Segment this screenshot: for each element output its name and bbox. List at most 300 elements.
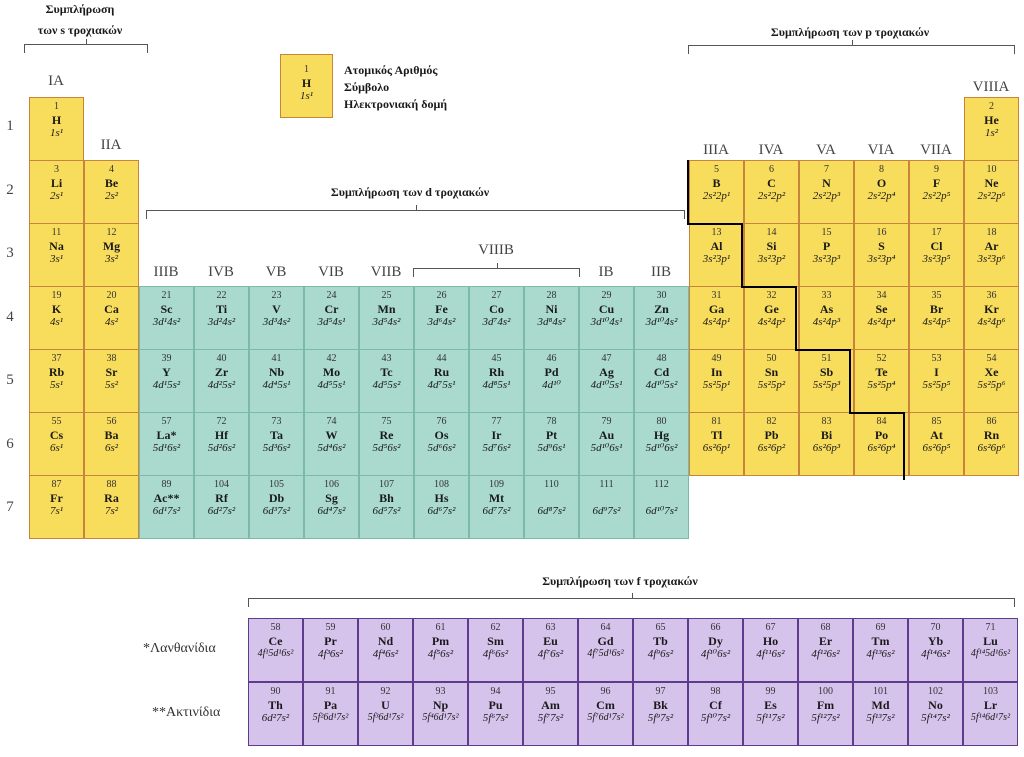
element-symbol: Pu bbox=[488, 698, 503, 712]
element-symbol: Mg bbox=[102, 239, 121, 253]
f-element-cell bbox=[578, 618, 633, 682]
element-number: 13 bbox=[711, 227, 722, 238]
element-config: 4d⁸5s¹ bbox=[482, 379, 511, 391]
element-number: 96 bbox=[600, 686, 611, 697]
element-config: 4d¹⁰ bbox=[542, 379, 561, 391]
element-symbol: Rb bbox=[48, 365, 65, 379]
element-symbol: Cs bbox=[49, 428, 64, 442]
group-label-vib: VIB bbox=[318, 264, 344, 280]
element-symbol: Gd bbox=[597, 634, 614, 648]
element-number: 112 bbox=[654, 479, 669, 490]
element-config: 4s¹ bbox=[49, 316, 64, 328]
element-symbol: Br bbox=[929, 302, 944, 316]
element-number: 111 bbox=[599, 479, 614, 490]
element-config: 6s² bbox=[104, 442, 119, 454]
element-number: 42 bbox=[326, 353, 337, 364]
element-config: 4s²4p⁶ bbox=[977, 316, 1006, 328]
element-symbol: Nb bbox=[268, 365, 285, 379]
element-number: 90 bbox=[270, 686, 281, 697]
element-symbol: O bbox=[876, 176, 887, 190]
element-symbol: At bbox=[930, 428, 943, 442]
element-number: 34 bbox=[876, 290, 887, 301]
element-config: 3s²3p³ bbox=[812, 253, 841, 265]
element-symbol: Ac** bbox=[153, 491, 180, 505]
element-config: 7s² bbox=[104, 505, 119, 517]
element-symbol: B bbox=[712, 176, 721, 190]
group-label-va: VA bbox=[816, 142, 836, 158]
element-config: 4d⁵5s² bbox=[372, 379, 401, 391]
element-symbol: Yb bbox=[927, 634, 944, 648]
element-number: 41 bbox=[271, 353, 282, 364]
element-symbol: Pa bbox=[323, 698, 338, 712]
element-number: 24 bbox=[326, 290, 337, 301]
element-config: 6s²6p⁴ bbox=[867, 442, 896, 454]
element-number: 32 bbox=[766, 290, 777, 301]
element-config: 4s²4p¹ bbox=[702, 316, 731, 328]
element-number: 74 bbox=[326, 416, 337, 427]
element-symbol: Ar bbox=[984, 239, 999, 253]
element-number: 73 bbox=[271, 416, 282, 427]
element-number: 95 bbox=[545, 686, 556, 697]
f-element-cell bbox=[853, 682, 908, 746]
element-number: 77 bbox=[491, 416, 502, 427]
element-symbol: Os bbox=[434, 428, 449, 442]
element-config: 2s¹ bbox=[49, 190, 64, 202]
metalloid-staircase bbox=[795, 349, 850, 351]
element-number: 49 bbox=[711, 353, 722, 364]
element-config: 3s²3p⁵ bbox=[922, 253, 951, 265]
element-config: 3d¹4s² bbox=[152, 316, 181, 328]
element-number: 75 bbox=[381, 416, 392, 427]
element-symbol: Al bbox=[710, 239, 723, 253]
f-element-cell bbox=[908, 618, 963, 682]
f-element-cell bbox=[633, 682, 688, 746]
element-symbol: Hg bbox=[653, 428, 670, 442]
element-config: 6s²6p⁶ bbox=[977, 442, 1006, 454]
element-number: 71 bbox=[985, 622, 996, 633]
element-config: 5d¹⁰6s¹ bbox=[590, 442, 623, 454]
f-element-cell bbox=[743, 682, 798, 746]
element-symbol: Fm bbox=[816, 698, 835, 712]
f-element-cell bbox=[523, 682, 578, 746]
element-config: 4d¹⁰5s² bbox=[645, 379, 678, 391]
element-number: 7 bbox=[824, 164, 829, 175]
element-number: 89 bbox=[161, 479, 172, 490]
group-label-viiib: VIIIB bbox=[478, 242, 514, 258]
f-element-cell bbox=[523, 618, 578, 682]
element-config: 4d⁷5s¹ bbox=[427, 379, 456, 391]
element-number: 53 bbox=[931, 353, 942, 364]
element-number: 5 bbox=[714, 164, 719, 175]
element-symbol: Ru bbox=[433, 365, 450, 379]
element-config: 3d⁵4s² bbox=[372, 316, 401, 328]
element-number: 94 bbox=[490, 686, 501, 697]
element-config: 3d³4s² bbox=[262, 316, 291, 328]
element-symbol: Ti bbox=[215, 302, 228, 316]
element-number: 17 bbox=[931, 227, 942, 238]
element-number: 15 bbox=[821, 227, 832, 238]
element-symbol: Tb bbox=[653, 634, 668, 648]
element-number: 63 bbox=[545, 622, 556, 633]
element-number: 92 bbox=[380, 686, 391, 697]
element-config: 1s¹ bbox=[49, 127, 64, 139]
s-fill-header-line1: Συμπλήρωση bbox=[45, 2, 115, 16]
element-symbol: Es bbox=[764, 698, 777, 712]
element-number: 16 bbox=[876, 227, 887, 238]
element-symbol: Sn bbox=[764, 365, 779, 379]
element-config: 5d¹6s² bbox=[152, 442, 181, 454]
f-element-cell bbox=[358, 618, 413, 682]
element-symbol: Sr bbox=[105, 365, 118, 379]
element-number: 48 bbox=[656, 353, 667, 364]
element-config: 5d³6s² bbox=[262, 442, 291, 454]
element-symbol: Pt bbox=[545, 428, 558, 442]
element-config: 2s²2p² bbox=[757, 190, 786, 202]
element-config: 5f¹²7s² bbox=[811, 712, 840, 724]
element-symbol: Pb bbox=[764, 428, 779, 442]
element-config: 5f¹³7s² bbox=[866, 712, 895, 724]
f-element-cell bbox=[303, 618, 358, 682]
element-number: 97 bbox=[655, 686, 666, 697]
element-symbol: Pd bbox=[544, 365, 559, 379]
element-config: 4d¹5s² bbox=[152, 379, 181, 391]
element-config: 5s²5p¹ bbox=[702, 379, 731, 391]
element-config: 4f¹²6s² bbox=[811, 648, 840, 660]
element-config: 3d¹⁰4s¹ bbox=[590, 316, 623, 328]
group-label-viiia: VIIIA bbox=[972, 79, 1010, 95]
element-number: 1 bbox=[54, 101, 59, 112]
group-label-iiib: IIIB bbox=[153, 264, 179, 280]
element-number: 105 bbox=[269, 479, 284, 490]
element-number: 76 bbox=[436, 416, 447, 427]
element-number: 66 bbox=[710, 622, 721, 633]
element-number: 88 bbox=[106, 479, 117, 490]
element-symbol: Np bbox=[432, 698, 449, 712]
element-config: 2s² bbox=[104, 190, 119, 202]
element-symbol: W bbox=[325, 428, 338, 442]
element-symbol: Mo bbox=[322, 365, 341, 379]
element-config: 6d⁷7s² bbox=[482, 505, 511, 517]
element-number: 45 bbox=[491, 353, 502, 364]
element-number: 12 bbox=[106, 227, 117, 238]
element-symbol: Ne bbox=[984, 176, 999, 190]
element-config: 2s²2p⁵ bbox=[922, 190, 951, 202]
group-label-iiia: IIIA bbox=[703, 142, 729, 158]
element-symbol: Re bbox=[379, 428, 394, 442]
element-number: 100 bbox=[818, 686, 833, 697]
element-symbol: Dy bbox=[708, 634, 723, 648]
element-symbol: Cd bbox=[653, 365, 670, 379]
element-symbol: Li bbox=[50, 176, 63, 190]
element-symbol: Ca bbox=[104, 302, 119, 316]
metalloid-staircase bbox=[687, 223, 742, 225]
element-number: 14 bbox=[766, 227, 777, 238]
element-symbol: Rn bbox=[983, 428, 1000, 442]
element-number: 58 bbox=[270, 622, 281, 633]
element-config: 5s²5p³ bbox=[812, 379, 841, 391]
element-config: 6s²6p² bbox=[757, 442, 786, 454]
element-number: 22 bbox=[216, 290, 227, 301]
element-symbol: Hf bbox=[214, 428, 229, 442]
element-config: 5d⁵6s² bbox=[372, 442, 401, 454]
legend-config: 1s¹ bbox=[299, 90, 314, 102]
element-symbol: Sc bbox=[160, 302, 173, 316]
element-config: 3d⁶4s² bbox=[427, 316, 456, 328]
f-element-cell bbox=[798, 618, 853, 682]
element-symbol: P bbox=[822, 239, 831, 253]
actinides-label: **Ακτινίδια bbox=[152, 705, 221, 720]
group-label-iia: IIA bbox=[100, 137, 122, 153]
element-number: 8 bbox=[879, 164, 884, 175]
element-config: 3s¹ bbox=[49, 253, 64, 265]
metalloid-staircase bbox=[687, 160, 689, 224]
element-config: 4f³6s² bbox=[318, 648, 343, 660]
element-number: 6 bbox=[769, 164, 774, 175]
f-element-cell bbox=[853, 618, 908, 682]
element-symbol: No bbox=[928, 698, 943, 712]
element-symbol: H bbox=[51, 113, 62, 127]
f-element-cell bbox=[688, 618, 743, 682]
element-number: 99 bbox=[765, 686, 776, 697]
element-number: 4 bbox=[109, 164, 114, 175]
element-number: 18 bbox=[986, 227, 997, 238]
element-config: 5f⁴6d¹7s² bbox=[422, 712, 459, 723]
element-config: 5d²6s² bbox=[207, 442, 236, 454]
f-element-cell bbox=[578, 682, 633, 746]
element-symbol: Bi bbox=[820, 428, 833, 442]
element-number: 43 bbox=[381, 353, 392, 364]
element-config: 5s²5p⁴ bbox=[867, 379, 896, 391]
element-config: 5s²5p⁶ bbox=[977, 379, 1006, 391]
element-config: 3s²3p² bbox=[757, 253, 786, 265]
element-config: 6s²6p³ bbox=[812, 442, 841, 454]
element-number: 70 bbox=[930, 622, 941, 633]
group-label-via: VIA bbox=[867, 142, 895, 158]
element-symbol: Rf bbox=[215, 491, 228, 505]
element-symbol: Ir bbox=[491, 428, 502, 442]
element-number: 20 bbox=[106, 290, 117, 301]
element-number: 60 bbox=[380, 622, 391, 633]
element-config: 6s¹ bbox=[49, 442, 64, 454]
element-config: 4f¹⁴6s² bbox=[921, 648, 950, 660]
element-symbol: Ni bbox=[545, 302, 558, 316]
element-symbol: Tl bbox=[710, 428, 723, 442]
element-config: 3d⁸4s² bbox=[537, 316, 566, 328]
element-config: 3s²3p⁴ bbox=[867, 253, 896, 265]
element-config: 4s²4p² bbox=[757, 316, 786, 328]
element-config: 4f¹5d¹6s² bbox=[257, 648, 294, 659]
element-number: 47 bbox=[601, 353, 612, 364]
f-element-cell bbox=[413, 682, 468, 746]
element-config: 6s²6p⁵ bbox=[922, 442, 951, 454]
element-config: 4d⁴5s¹ bbox=[262, 379, 291, 391]
element-number: 61 bbox=[435, 622, 446, 633]
period-label-7: 7 bbox=[6, 499, 14, 515]
element-config: 3s² bbox=[104, 253, 119, 265]
element-number: 103 bbox=[983, 686, 998, 697]
d-fill-header: Συμπλήρωση των d τροχιακών bbox=[330, 185, 490, 199]
element-number: 2 bbox=[989, 101, 994, 112]
element-symbol: Ag bbox=[599, 365, 614, 379]
element-symbol: As bbox=[819, 302, 834, 316]
lanthanides-label: *Λανθανίδια bbox=[143, 641, 216, 656]
element-number: 101 bbox=[873, 686, 888, 697]
element-symbol: Cu bbox=[598, 302, 615, 316]
element-number: 82 bbox=[766, 416, 777, 427]
element-number: 104 bbox=[214, 479, 229, 490]
element-symbol: Am bbox=[541, 698, 560, 712]
element-number: 59 bbox=[325, 622, 336, 633]
element-symbol: Xe bbox=[984, 365, 999, 379]
element-symbol: Na bbox=[49, 239, 64, 253]
element-symbol: In bbox=[710, 365, 723, 379]
element-symbol: S bbox=[878, 239, 885, 253]
element-config: 4f⁷6s² bbox=[537, 648, 564, 660]
metalloid-staircase bbox=[795, 286, 797, 350]
period-label-5: 5 bbox=[6, 372, 14, 388]
element-symbol: Se bbox=[875, 302, 888, 316]
f-element-cell bbox=[413, 618, 468, 682]
element-symbol: N bbox=[822, 176, 831, 190]
element-symbol: Ra bbox=[104, 491, 119, 505]
element-config: 4f¹⁴5d¹6s² bbox=[970, 648, 1011, 659]
element-symbol: Ta bbox=[270, 428, 283, 442]
element-symbol: K bbox=[51, 302, 62, 316]
element-symbol: Ho bbox=[762, 634, 779, 648]
element-symbol: Fr bbox=[50, 491, 63, 505]
element-number: 64 bbox=[600, 622, 611, 633]
element-symbol: Lu bbox=[983, 634, 998, 648]
element-config: 5f⁷6d¹7s² bbox=[587, 712, 624, 723]
element-symbol: Tm bbox=[871, 634, 890, 648]
element-number: 29 bbox=[601, 290, 612, 301]
element-symbol: He bbox=[984, 113, 999, 127]
element-config: 5f³6d¹7s² bbox=[367, 712, 404, 723]
element-number: 26 bbox=[436, 290, 447, 301]
f-element-cell bbox=[468, 682, 523, 746]
element-number: 98 bbox=[710, 686, 721, 697]
element-config: 5d⁹6s¹ bbox=[537, 442, 566, 454]
element-number: 9 bbox=[934, 164, 939, 175]
f-element-cell bbox=[963, 682, 1018, 746]
element-config: 4f⁷5d¹6s² bbox=[587, 648, 624, 659]
f-element-cell bbox=[743, 618, 798, 682]
element-number: 28 bbox=[546, 290, 557, 301]
element-number: 40 bbox=[216, 353, 227, 364]
element-number: 31 bbox=[711, 290, 722, 301]
element-symbol: Cm bbox=[596, 698, 615, 712]
element-number: 91 bbox=[325, 686, 336, 697]
element-number: 69 bbox=[875, 622, 886, 633]
element-symbol: Fe bbox=[435, 302, 448, 316]
period-label-1: 1 bbox=[6, 118, 14, 134]
group-label-viib: VIIB bbox=[370, 264, 402, 280]
element-symbol: Bk bbox=[653, 698, 668, 712]
element-symbol: C bbox=[767, 176, 776, 190]
element-config: 5d⁶6s² bbox=[427, 442, 456, 454]
f-element-cell bbox=[248, 682, 303, 746]
element-symbol: Tc bbox=[380, 365, 393, 379]
element-symbol: Si bbox=[766, 239, 777, 253]
element-config: 3d¹⁰4s² bbox=[645, 316, 678, 328]
element-number: 39 bbox=[161, 353, 172, 364]
element-config: 5f¹⁴6d¹7s² bbox=[970, 712, 1011, 723]
element-symbol: F bbox=[932, 176, 941, 190]
element-config: 4d²5s² bbox=[207, 379, 236, 391]
element-number: 35 bbox=[931, 290, 942, 301]
element-config: 6d¹⁰7s² bbox=[645, 505, 678, 517]
element-number: 23 bbox=[271, 290, 282, 301]
element-config: 5s¹ bbox=[49, 379, 64, 391]
element-number: 30 bbox=[656, 290, 667, 301]
legend-number: 1 bbox=[304, 64, 309, 75]
element-number: 67 bbox=[765, 622, 776, 633]
element-number: 86 bbox=[986, 416, 997, 427]
element-symbol: Mn bbox=[377, 302, 396, 316]
element-number: 80 bbox=[656, 416, 667, 427]
group-label-ib: IB bbox=[598, 264, 614, 280]
element-symbol: Sb bbox=[819, 365, 834, 379]
element-config: 1s² bbox=[984, 127, 999, 139]
element-config: 3d⁷4s² bbox=[482, 316, 511, 328]
element-config: 4f⁶6s² bbox=[482, 648, 509, 660]
element-number: 27 bbox=[491, 290, 502, 301]
element-config: 4s²4p⁵ bbox=[922, 316, 951, 328]
element-config: 4f⁹6s² bbox=[647, 648, 674, 660]
element-number: 33 bbox=[821, 290, 832, 301]
element-number: 50 bbox=[766, 353, 777, 364]
element-symbol: Co bbox=[489, 302, 504, 316]
element-config: 6d⁵7s² bbox=[372, 505, 401, 517]
element-number: 44 bbox=[436, 353, 447, 364]
element-config: 4f⁴6s² bbox=[372, 648, 399, 660]
s-fill-header-line2: των s τροχιακών bbox=[37, 23, 123, 37]
element-number: 19 bbox=[51, 290, 62, 301]
element-number: 36 bbox=[986, 290, 997, 301]
period-label-4: 4 bbox=[6, 309, 14, 325]
element-number: 72 bbox=[216, 416, 227, 427]
element-number: 79 bbox=[601, 416, 612, 427]
element-config: 5f¹¹7s² bbox=[756, 712, 785, 724]
element-number: 37 bbox=[51, 353, 62, 364]
element-config: 5s²5p⁵ bbox=[922, 379, 951, 391]
element-config: 5s²5p² bbox=[757, 379, 786, 391]
element-symbol: Hs bbox=[434, 491, 449, 505]
f-element-cell bbox=[633, 618, 688, 682]
element-number: 87 bbox=[51, 479, 62, 490]
element-number: 110 bbox=[544, 479, 559, 490]
element-symbol: Pm bbox=[431, 634, 450, 648]
element-symbol: Cf bbox=[709, 698, 722, 712]
element-config: 6d⁹7s² bbox=[592, 505, 621, 517]
element-config: 2s²2p³ bbox=[812, 190, 841, 202]
element-number: 52 bbox=[876, 353, 887, 364]
element-symbol: Be bbox=[104, 176, 119, 190]
element-number: 68 bbox=[820, 622, 831, 633]
group-label-iib: IIB bbox=[651, 264, 671, 280]
element-number: 93 bbox=[435, 686, 446, 697]
element-config: 6d¹7s² bbox=[152, 505, 181, 517]
element-config: 5s² bbox=[104, 379, 119, 391]
period-label-2: 2 bbox=[6, 182, 14, 198]
element-config: 2s²2p¹ bbox=[702, 190, 731, 202]
f-element-cell bbox=[688, 682, 743, 746]
f-element-cell bbox=[248, 618, 303, 682]
f-element-cell bbox=[468, 618, 523, 682]
element-symbol: Rh bbox=[488, 365, 505, 379]
metalloid-staircase bbox=[903, 412, 905, 480]
element-symbol: Zn bbox=[654, 302, 669, 316]
